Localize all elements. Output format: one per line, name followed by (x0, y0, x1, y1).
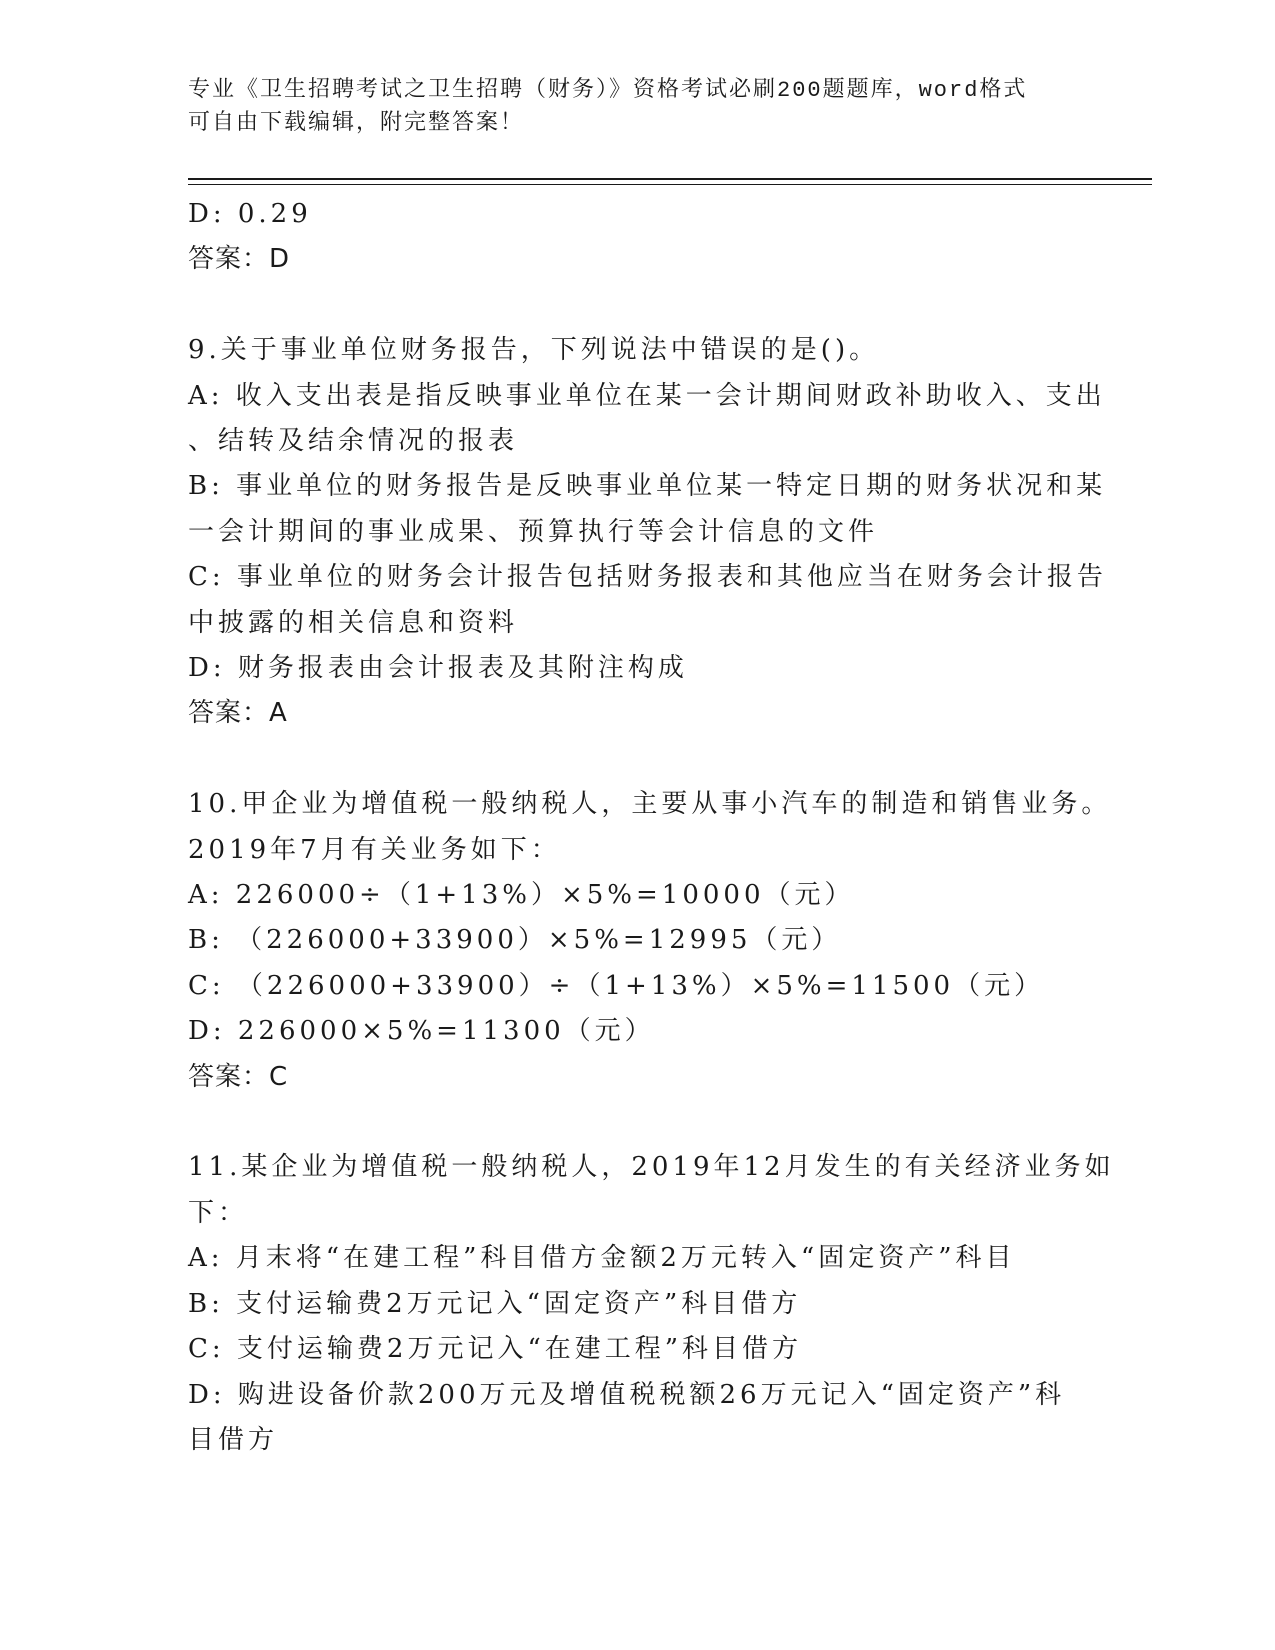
question-10-option-b: B: （226000+33900）×5%=12995（元） (188, 925, 842, 956)
question-9-option-b-cont: 一会计期间的事业成果、预算执行等会计信息的文件 (188, 516, 879, 547)
question-11-stem-cont: 下： (188, 1197, 249, 1228)
spacer (188, 1100, 1088, 1145)
question-10-option-d: D: 226000×5%=11300（元） (188, 1016, 655, 1047)
page-header (188, 74, 1068, 140)
question-9-stem: 9.关于事业单位财务报告，下列说法中错误的是()。 (188, 335, 880, 366)
question-10-stem: 10.甲企业为增值税一般纳税人，主要从事小汽车的制造和销售业务。 (188, 789, 1112, 820)
question-11-option-a: A: 月末将“在建工程”科目借方金额2万元转入“固定资产”科目 (188, 1243, 1016, 1274)
question-11 (188, 1145, 1115, 1463)
question-10-option-c: C: （226000+33900）÷（1+13%）×5%=11500（元） (188, 970, 1045, 1001)
spacer (188, 283, 1088, 328)
header-rule-thick (188, 178, 1152, 180)
header-title-line-2: 可自由下载编辑，附完整答案！ (188, 111, 525, 136)
question-9-option-d: D: 财务报表由会计报表及其附注构成 (188, 653, 688, 684)
question-9-option-a: A: 收入支出表是指反映事业单位在某一会计期间财政补助收入、支出 (188, 380, 1106, 411)
question-9 (188, 328, 1107, 737)
prev-answer: 答案：D (188, 244, 291, 275)
question-9-option-b: B: 事业单位的财务报告是反映事业单位某一特定日期的财务状况和某 (188, 471, 1107, 502)
header-title-line-1: 专业《卫生招聘考试之卫生招聘（财务）》资格考试必刷200题题库，word格式 (188, 78, 1028, 103)
question-11-option-d: D: 购进设备价款200万元及增值税税额26万元记入“固定资产”科 (188, 1379, 1066, 1410)
question-10-answer: 答案：C (188, 1061, 289, 1092)
question-9-option-c-cont: 中披露的相关信息和资料 (188, 607, 519, 638)
question-11-option-d-cont: 目借方 (188, 1424, 279, 1455)
spacer (188, 737, 1088, 782)
question-content (188, 192, 1115, 1463)
question-11-option-c: C: 支付运输费2万元记入“在建工程”科目借方 (188, 1334, 803, 1365)
question-10-option-a: A: 226000÷（1+13%）×5%=10000（元） (188, 880, 855, 911)
question-11-option-b: B: 支付运输费2万元记入“固定资产”科目借方 (188, 1288, 802, 1319)
question-10 (188, 782, 1112, 1100)
question-11-stem: 11.某企业为增值税一般纳税人，2019年12月发生的有关经济业务如 (188, 1152, 1115, 1183)
prev-option-d: D: 0.29 (188, 199, 312, 229)
question-9-option-c: C: 事业单位的财务会计报告包括财务报表和其他应当在财务会计报告 (188, 562, 1107, 593)
question-9-answer: 答案：A (188, 698, 288, 729)
question-10-stem-cont: 2019年7月有关业务如下： (188, 834, 561, 865)
question-9-option-a-cont: 、结转及结余情况的报表 (188, 426, 519, 457)
header-rule-thin (188, 184, 1152, 185)
